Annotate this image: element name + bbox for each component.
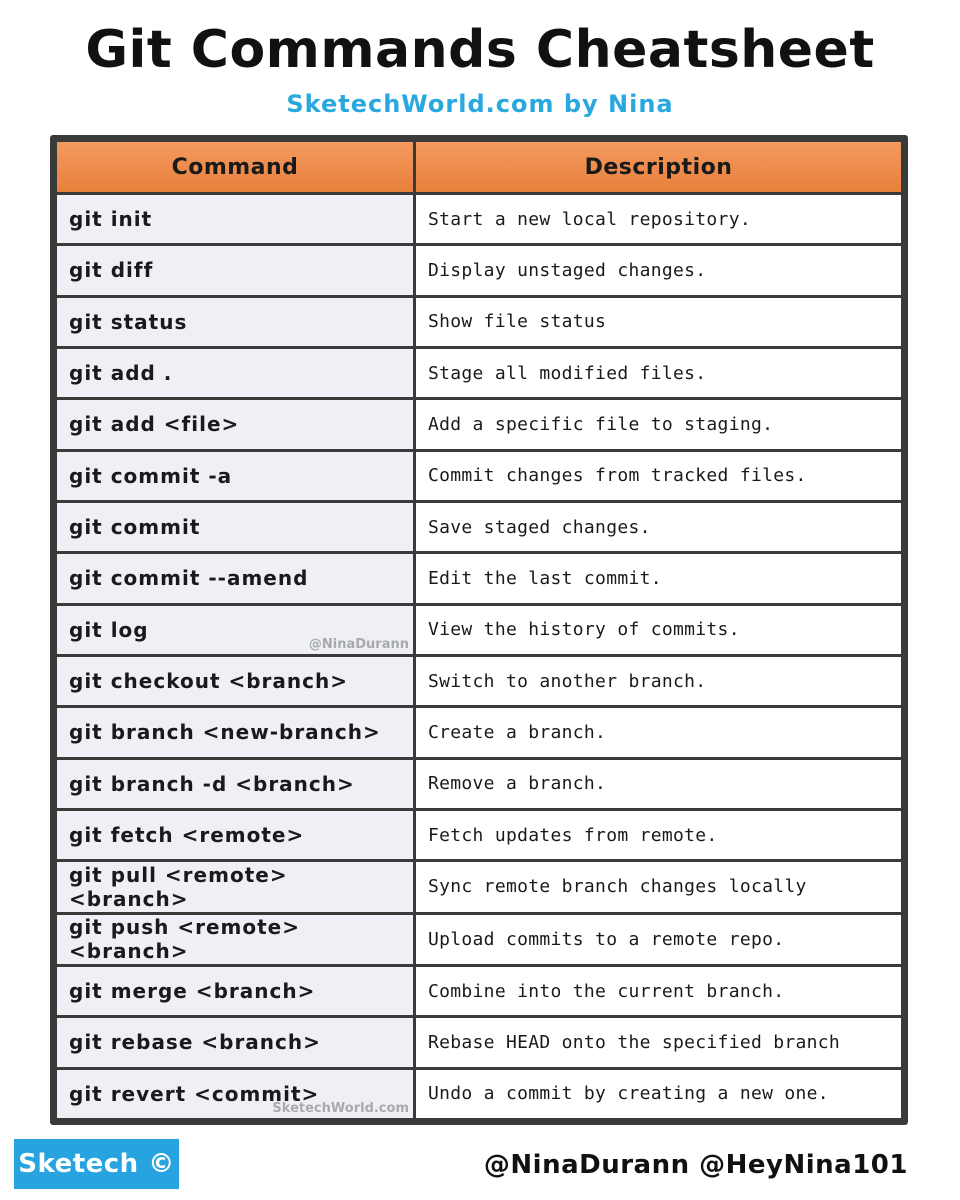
description-cell [416,915,901,964]
command-cell [57,708,413,756]
description-text: Commit changes from tracked files. [428,465,807,487]
command-text: git rebase <branch> [69,1030,321,1055]
description-cell [416,246,901,294]
description-cell [416,657,901,705]
column-header-command: Command [57,142,413,192]
table-row [57,554,901,602]
command-text: git fetch <remote> [69,823,305,848]
command-cell [57,554,413,602]
description-cell [416,298,901,346]
command-text: git branch -d <branch> [69,771,355,796]
table-row [57,811,901,859]
page-subtitle: SketechWorld.com by Nina [286,90,674,118]
table-row [57,246,901,294]
table-row [57,862,901,911]
description-text: Fetch updates from remote. [428,824,718,846]
description-cell [416,452,901,500]
description-text: Stage all modified files. [428,362,707,384]
command-cell [57,246,413,294]
table-header-row [57,142,901,192]
description-text: Show file status [428,311,607,333]
table-row [57,657,901,705]
command-text: git status [69,309,188,334]
description-cell [416,1018,901,1066]
command-text: git branch <new-branch> [69,720,381,745]
description-text: Edit the last commit. [428,567,662,589]
command-cell [57,811,413,859]
table-row [57,760,901,808]
table-row [57,708,901,756]
sketech-brand-logo: Sketech © [14,1139,179,1189]
description-text: Display unstaged changes. [428,259,707,281]
description-text: Sync remote branch changes locally [428,876,807,898]
command-cell [57,1018,413,1066]
table-row [57,606,901,654]
command-cell [57,862,413,911]
table-row [57,400,901,448]
cheatsheet-frame [50,135,908,1125]
command-text: git revert <commit> [69,1081,320,1106]
description-text: Remove a branch. [428,773,607,795]
command-cell [57,967,413,1015]
table-row [57,1070,901,1118]
description-text: Rebase HEAD onto the specified branch [428,1031,841,1053]
command-text: git push <remote> <branch> [69,915,301,964]
command-text: git diff [69,258,154,283]
watermark-site: SketechWorld.com [272,1101,409,1116]
description-cell [416,708,901,756]
description-cell [416,349,901,397]
command-text: git commit -a [69,463,233,488]
command-cell [57,760,413,808]
command-text: git add <file> [69,412,240,437]
table-body [57,195,901,1118]
description-cell [416,760,901,808]
description-text: Switch to another branch. [428,670,707,692]
page-title: Git Commands Cheatsheet [85,20,875,80]
description-cell [416,400,901,448]
table-row [57,503,901,551]
description-text: Undo a commit by creating a new one. [428,1083,829,1105]
table-row [57,452,901,500]
command-cell [57,298,413,346]
command-text: git add . [69,361,173,386]
description-cell [416,811,901,859]
column-header-description: Description [416,142,901,192]
description-cell [416,503,901,551]
description-cell [416,554,901,602]
command-text: git merge <branch> [69,979,316,1004]
description-text: View the history of commits. [428,619,740,641]
command-cell [57,452,413,500]
command-cell [57,1070,413,1118]
description-cell [416,862,901,911]
command-text: git commit --amend [69,566,309,591]
description-cell [416,195,901,243]
description-text: Add a specific file to staging. [428,413,774,435]
table-row [57,915,901,964]
command-cell [57,606,413,654]
command-cell [57,657,413,705]
command-cell [57,915,413,964]
command-cell [57,400,413,448]
table-row [57,349,901,397]
command-text: git pull <remote> <branch> [69,862,288,911]
command-text: git checkout <branch> [69,669,348,694]
description-text: Upload commits to a remote repo. [428,928,785,950]
command-text: git log [69,617,149,642]
table-row [57,195,901,243]
description-text: Start a new local repository. [428,208,751,230]
description-text: Combine into the current branch. [428,980,785,1002]
description-text: Create a branch. [428,721,607,743]
description-text: Save staged changes. [428,516,651,538]
watermark-handle: @NinaDurann [308,636,409,652]
commands-table [54,139,904,1121]
command-text: git commit [69,515,201,540]
command-cell [57,349,413,397]
table-row [57,967,901,1015]
description-cell [416,967,901,1015]
description-cell [416,606,901,654]
social-handles: @NinaDurann @HeyNina101 [483,1150,908,1180]
command-cell [57,503,413,551]
command-cell [57,195,413,243]
table-row [57,298,901,346]
command-text: git init [69,207,153,232]
description-cell [416,1070,901,1118]
table-row [57,1018,901,1066]
